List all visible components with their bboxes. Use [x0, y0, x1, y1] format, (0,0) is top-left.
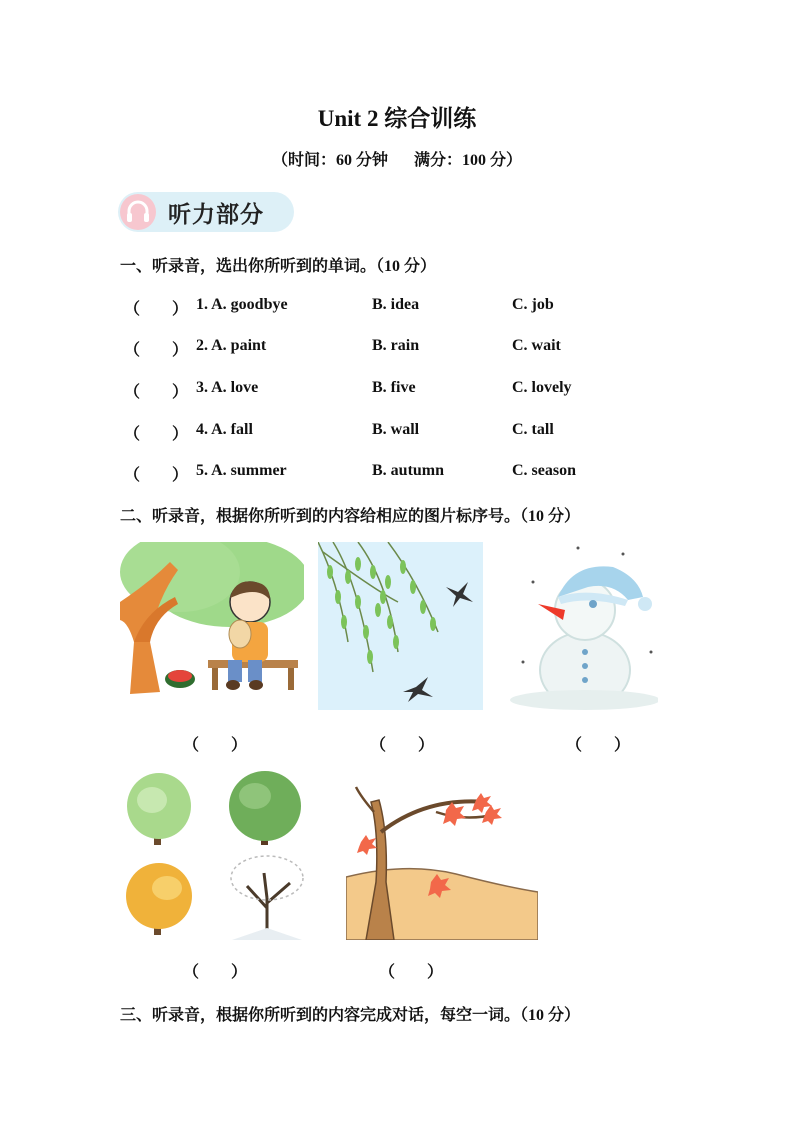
- option-b: B. autumn: [372, 462, 445, 479]
- option-a: 3. A. love: [196, 379, 259, 396]
- picture-3-bracket: （ ）: [566, 737, 631, 754]
- list-item: [120, 462, 680, 484]
- spring-picture: [318, 542, 483, 710]
- option-b: B. rain: [372, 337, 420, 354]
- option-a: 5. A. summer: [196, 462, 287, 479]
- score-info: 满分：100 分）: [414, 152, 523, 169]
- question-1-heading: 一、听录音，选出你所听到的单词。（10 分）: [120, 258, 437, 275]
- autumn-picture: [346, 782, 538, 940]
- page-title: Unit 2 综合训练: [317, 106, 477, 131]
- answer-bracket: （ ）: [124, 467, 189, 484]
- winter-picture: [503, 542, 658, 710]
- answer-bracket: （ ）: [124, 342, 189, 359]
- option-b: B. wall: [372, 421, 420, 438]
- answer-bracket: （ ）: [124, 426, 189, 443]
- option-c: C. lovely: [512, 379, 572, 396]
- question-2-heading: 二、听录音，根据你所听到的内容给相应的图片标序号。（10 分）: [120, 508, 581, 525]
- answer-bracket: （ ）: [124, 384, 189, 401]
- option-b: B. five: [372, 379, 416, 396]
- option-c: C. season: [512, 462, 577, 479]
- picture-4-bracket: （ ）: [183, 964, 248, 981]
- summer-picture: [120, 542, 304, 710]
- list-item: [120, 379, 680, 401]
- option-a: 1. A. goodbye: [196, 296, 288, 313]
- option-a: 4. A. fall: [196, 421, 253, 438]
- option-b: B. idea: [372, 296, 420, 313]
- option-c: C. tall: [512, 421, 554, 438]
- list-item: [120, 421, 680, 443]
- picture-2-bracket: （ ）: [370, 737, 435, 754]
- option-c: C. job: [512, 296, 554, 313]
- time-info: （时间：60 分钟: [271, 152, 388, 169]
- picture-5-bracket: （ ）: [379, 964, 444, 981]
- section-badge-listening: [118, 192, 294, 232]
- exam-info: [0, 147, 794, 170]
- list-item: [120, 296, 680, 318]
- list-item: [120, 337, 680, 359]
- option-a: 2. A. paint: [196, 337, 267, 354]
- question-3-heading: 三、听录音，根据你所听到的内容完成对话，每空一词。（10 分）: [120, 1007, 581, 1024]
- picture-1-bracket: （ ）: [183, 737, 248, 754]
- headphones-icon: [120, 194, 156, 230]
- answer-bracket: （ ）: [124, 301, 189, 318]
- section-badge-label: 听力部分: [168, 202, 264, 228]
- option-c: C. wait: [512, 337, 561, 354]
- four-seasons-trees-picture: [122, 768, 310, 942]
